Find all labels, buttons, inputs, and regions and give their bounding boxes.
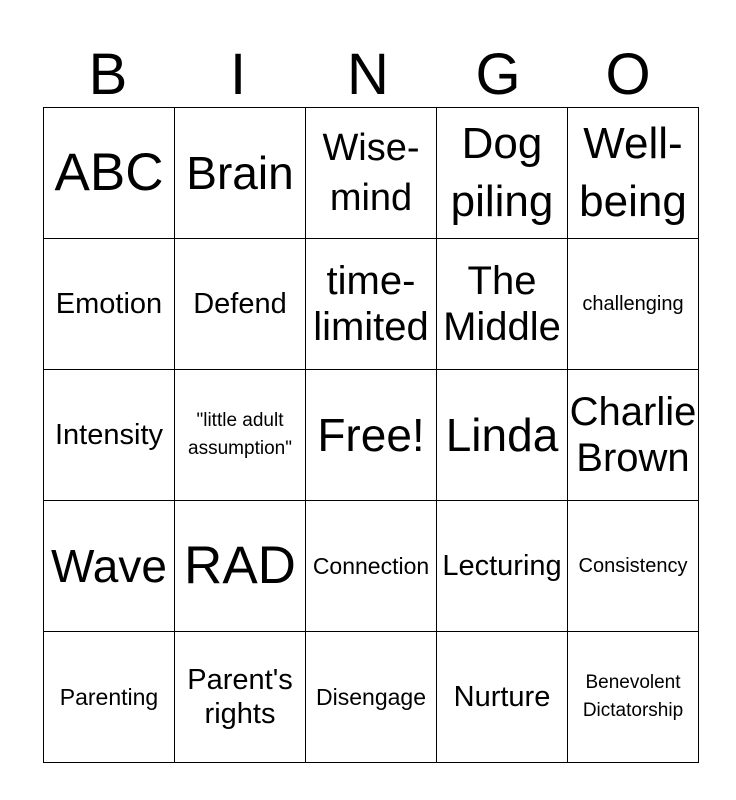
bingo-cell-label: Parenting bbox=[59, 683, 159, 710]
bingo-cell[interactable] bbox=[568, 108, 699, 239]
bingo-cell-label: RAD bbox=[184, 536, 296, 595]
bingo-row bbox=[44, 108, 699, 239]
bingo-cell[interactable] bbox=[175, 108, 306, 239]
bingo-cell-label: Benevolent Dictatorship bbox=[582, 672, 684, 721]
bingo-cell-label: Free! bbox=[317, 409, 425, 461]
bingo-cell-label: Intensity bbox=[55, 419, 163, 451]
bingo-cell-label: Defend bbox=[193, 288, 287, 320]
bingo-cell[interactable] bbox=[306, 239, 437, 370]
bingo-cell[interactable] bbox=[568, 501, 699, 632]
bingo-cell[interactable] bbox=[44, 108, 175, 239]
bingo-cell-label: Wave bbox=[51, 540, 167, 592]
bingo-cell[interactable] bbox=[437, 370, 568, 501]
bingo-cell-label: "little adult assumption" bbox=[188, 410, 292, 459]
bingo-cell-label: ABC bbox=[54, 143, 164, 202]
bingo-cell[interactable] bbox=[306, 108, 437, 239]
bingo-cell[interactable] bbox=[175, 370, 306, 501]
bingo-cell[interactable] bbox=[44, 632, 175, 763]
bingo-cell-label: Consistency bbox=[578, 554, 688, 577]
bingo-cell-label: Emotion bbox=[55, 288, 163, 320]
bingo-row bbox=[44, 239, 699, 370]
bingo-cell[interactable] bbox=[306, 632, 437, 763]
bingo-board bbox=[43, 107, 699, 763]
bingo-cell[interactable] bbox=[44, 370, 175, 501]
header-letter-o: O bbox=[605, 42, 651, 107]
bingo-cell[interactable] bbox=[437, 239, 568, 370]
bingo-header bbox=[43, 44, 693, 106]
bingo-cell[interactable] bbox=[437, 501, 568, 632]
bingo-cell[interactable] bbox=[568, 239, 699, 370]
bingo-cell[interactable] bbox=[568, 632, 699, 763]
bingo-cell-label: Lecturing bbox=[442, 550, 562, 582]
bingo-cell[interactable] bbox=[437, 632, 568, 763]
bingo-row bbox=[44, 370, 699, 501]
bingo-cell[interactable] bbox=[44, 239, 175, 370]
bingo-cell-label: Parent's rights bbox=[187, 664, 293, 730]
bingo-row bbox=[44, 632, 699, 763]
bingo-cell-label: Connection bbox=[312, 552, 430, 579]
bingo-cell[interactable] bbox=[306, 501, 437, 632]
bingo-cell-label: The Middle bbox=[443, 259, 561, 349]
bingo-cell-label: Well- being bbox=[579, 119, 687, 226]
bingo-cell[interactable] bbox=[175, 239, 306, 370]
bingo-cell-label: time- limited bbox=[313, 259, 429, 349]
bingo-cell[interactable] bbox=[175, 632, 306, 763]
bingo-cell-label: Disengage bbox=[316, 683, 426, 710]
header-letter-g: G bbox=[475, 42, 521, 107]
bingo-cell[interactable] bbox=[437, 108, 568, 239]
bingo-cell[interactable] bbox=[44, 501, 175, 632]
header-letter-n: N bbox=[347, 42, 389, 107]
bingo-cell-label: challenging bbox=[582, 292, 684, 315]
bingo-cell[interactable] bbox=[306, 370, 437, 501]
bingo-cell-label: Linda bbox=[445, 409, 559, 461]
bingo-cell[interactable] bbox=[568, 370, 699, 501]
bingo-cell-label: Wise- mind bbox=[322, 127, 420, 219]
bingo-cell-label: Charlie Brown bbox=[569, 390, 697, 480]
header-letter-b: B bbox=[88, 42, 128, 107]
bingo-cell-label: Nurture bbox=[453, 681, 551, 713]
bingo-cell-label: Dog piling bbox=[450, 119, 554, 226]
bingo-row bbox=[44, 501, 699, 632]
bingo-board-body bbox=[44, 108, 699, 763]
bingo-cell[interactable] bbox=[175, 501, 306, 632]
header-letter-i: I bbox=[229, 42, 247, 107]
bingo-cell-label: Brain bbox=[186, 147, 294, 199]
